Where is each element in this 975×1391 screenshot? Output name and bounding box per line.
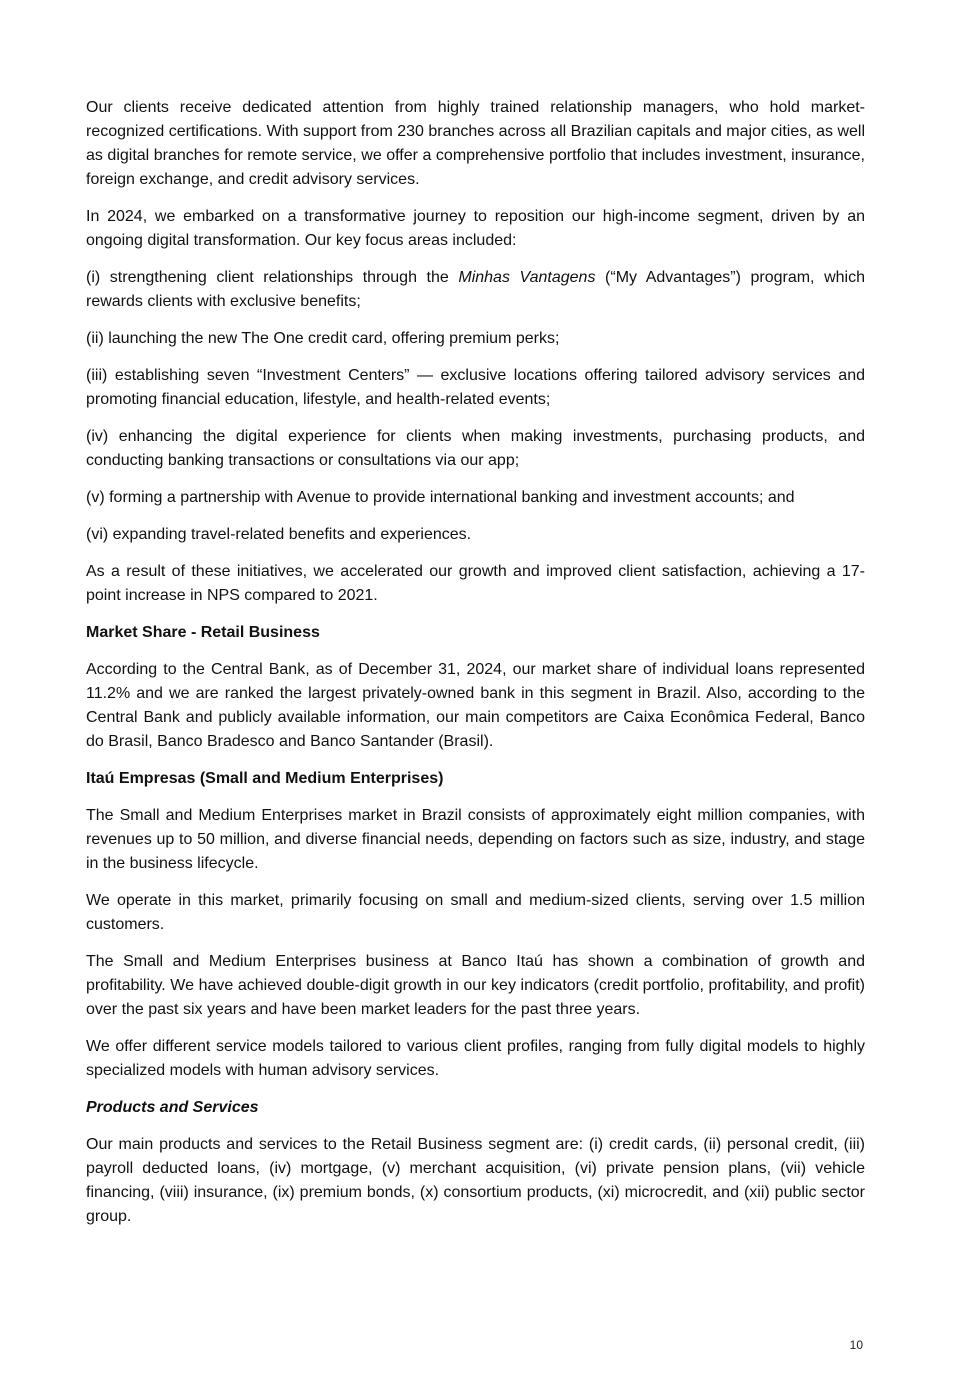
paragraph-relationship-managers: Our clients receive dedicated attention from highly trained relationship managers, who hold market-recognized certifications. With support from 230 branches across all Brazilian capitals and major cities, as well as digital branches for remote service, we offer a comprehensive portfolio that includes investment, insurance, foreign exchange, and credit advisory services. [86,99,866,188]
paragraph-products-services: Our main products and services to the Retail Business segment are: (i) credit cards, (ii) personal credit, (iii) payroll deducted loans, (iv) mortgage, (v) merchant acquisition, (vi) private pension plans, (vii) vehicle financing, (viii) insurance, (ix) premium bonds, (x) consortium products, (xi) microcredit, and (xii) public sector group. [86,1136,865,1225]
list-item-iii: (iii) establishing seven “Investment Centers” — exclusive locations offering tailored advisory services and promoting financial education, lifestyle, and health-related events; [86,367,865,408]
list-item-v: (v) forming a partnership with Avenue to provide international banking and investment accounts; and [86,489,795,506]
paragraph-sme-customers: We operate in this market, primarily focusing on small and medium-sized clients, serving over 1.5 million customers. [86,892,865,933]
paragraph-results: As a result of these initiatives, we accelerated our growth and improved client satisfaction, achieving a 17-point increase in NPS compared to 2021. [86,563,865,604]
paragraph-market-share: According to the Central Bank, as of December 31, 2024, our market share of individual loans represented 11.2% and we are ranked the largest privately-owned bank in this segment in Brazil. Also, according to the Central Bank and publicly available information, our main competitors are Caixa Econômica Federal, Banco do Brasil, Banco Bradesco and Banco Santander (Brasil). [86,661,865,750]
program-name-italic: Minhas Vantagens [458,269,596,286]
document-page [86,96,865,1242]
list-item-iv: (iv) enhancing the digital experience for clients when making investments, purchasing products, and conducting banking transactions or consultations via our app; [86,428,865,469]
list-item-vi: (vi) expanding travel-related benefits and experiences. [86,526,472,543]
paragraph-sme-growth: The Small and Medium Enterprises business at Banco Itaú has shown a combination of growth and profitability. We have achieved double-digit growth in our key indicators (credit portfolio, profitability, and profit) over the past six years and have been market leaders for the past three years. [86,953,865,1018]
heading-itau-empresas: Itaú Empresas (Small and Medium Enterprises) [86,770,444,787]
list-item-i [86,266,865,314]
page-number: 10 [849,1338,863,1352]
list-item-i-text-end: (“My Advantages”) program, which rewards clients with exclusive benefits; [86,269,865,310]
paragraph-service-models: We offer different service models tailored to various client profiles, ranging from fully digital models to highly specialized models with human advisory services. [86,1038,865,1079]
paragraph-sme-market: The Small and Medium Enterprises market in Brazil consists of approximately eight million companies, with revenues up to 50 million, and diverse financial needs, depending on factors such as size, industry, and stage in the business lifecycle. [86,807,865,872]
list-item-ii: (ii) launching the new The One credit card, offering premium perks; [86,330,560,347]
paragraph-transformative-journey: In 2024, we embarked on a transformative journey to reposition our high-income segment, driven by an ongoing digital transformation. Our key focus areas included: [86,208,865,249]
list-item-i-text-start: (i) strengthening client relationships through the [86,269,459,286]
heading-market-share: Market Share - Retail Business [86,624,320,641]
heading-products-services: Products and Services [86,1099,259,1116]
